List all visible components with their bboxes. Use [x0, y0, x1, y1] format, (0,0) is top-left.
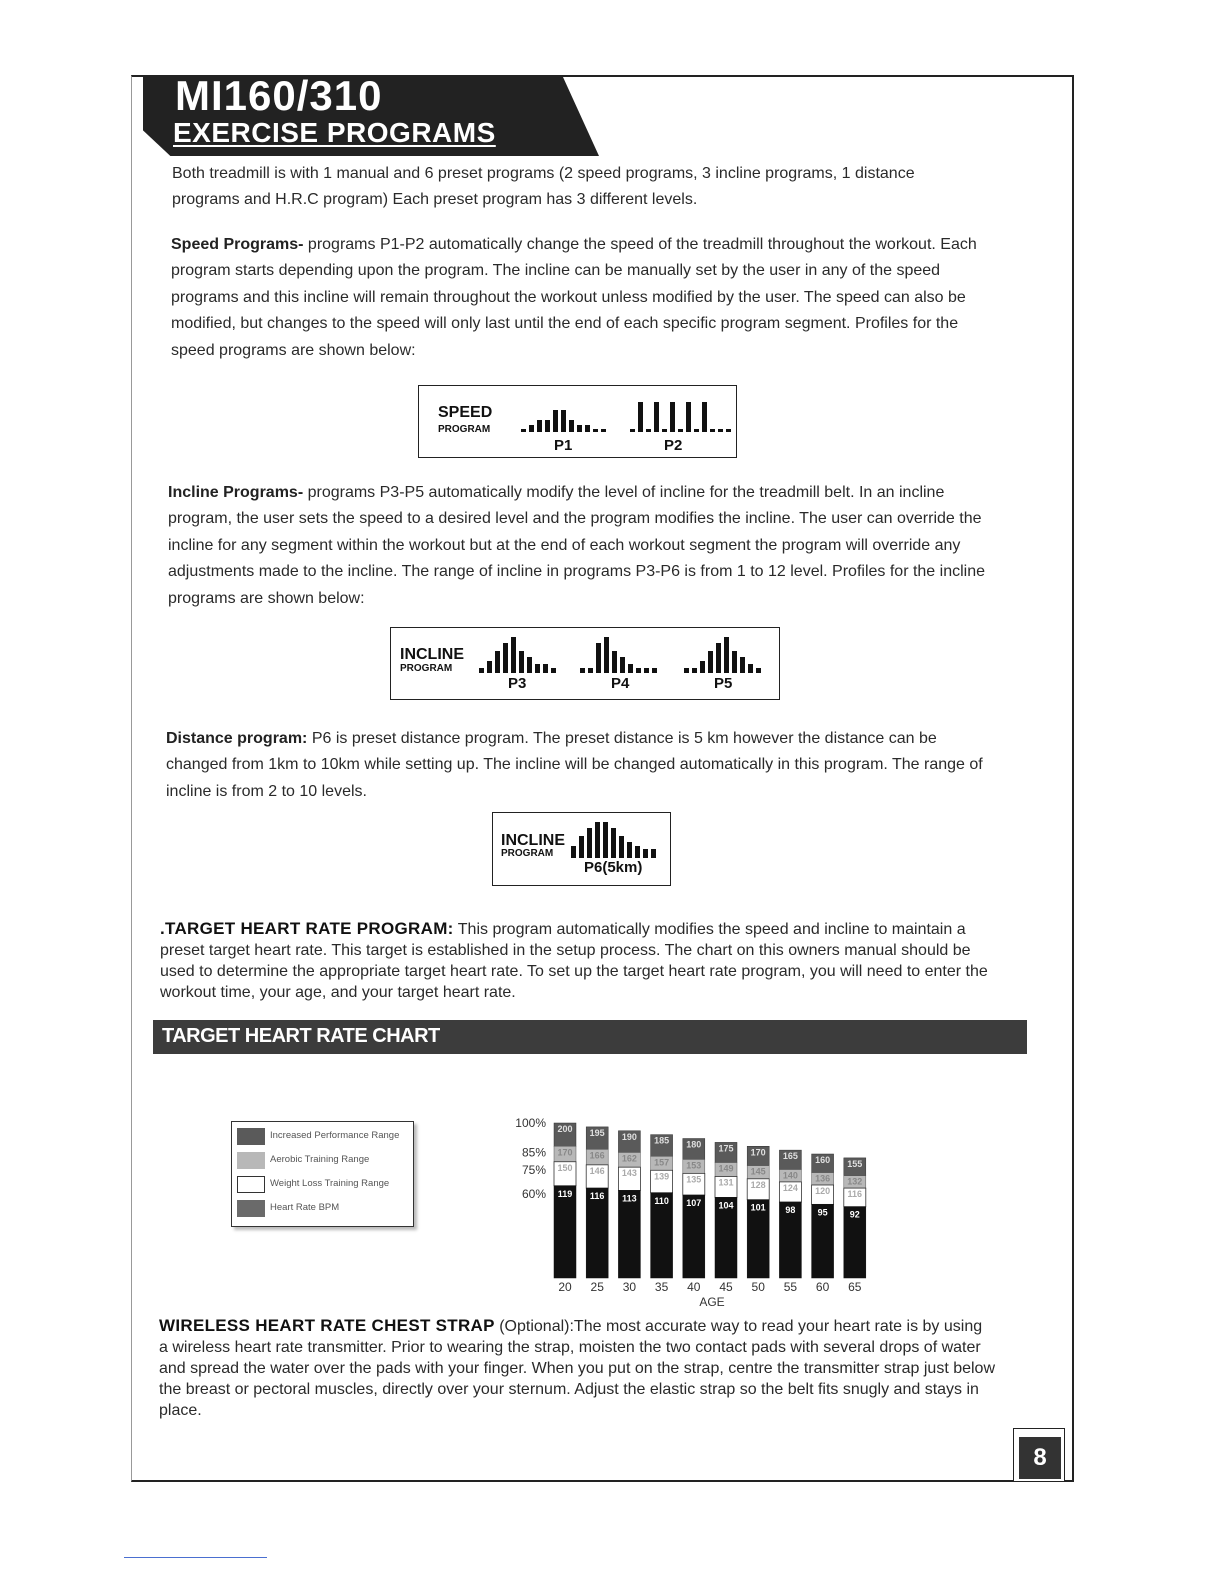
bar-label-85: 140 [782, 1170, 798, 1181]
legend-swatch [237, 1176, 265, 1193]
y-tick-label: 85% [521, 1145, 546, 1160]
p6-label: P6(5km) [584, 859, 643, 876]
legend-label: Weight Loss Training Range [270, 1178, 390, 1189]
incline-line: programs are shown below: [168, 589, 365, 607]
legend-swatch [237, 1152, 265, 1169]
bar-label-75: 150 [557, 1162, 573, 1173]
bar-label-max: 190 [621, 1131, 637, 1142]
p5-profile-icon [684, 637, 774, 673]
bar-label-75: 128 [750, 1179, 766, 1190]
x-tick-label: 40 [687, 1280, 701, 1294]
wireless-line: and spread the water over the pads with your finger. When you put on the strap, centre the transmitter strap just below [159, 1360, 996, 1377]
p6-profile-icon [571, 820, 661, 858]
x-tick-label: 60 [815, 1280, 830, 1294]
thr-line: This program automatically modifies the speed and incline to maintain a [453, 921, 966, 938]
x-tick-label: 35 [654, 1280, 669, 1294]
bar-label-60: 101 [750, 1202, 766, 1213]
target-hr-program-paragraph [160, 918, 988, 1003]
wireless-line: place. [159, 1402, 202, 1419]
speed-line: programs P1-P2 automatically change the speed of the treadmill throughout the workout. Each [303, 236, 977, 253]
bar-label-60: 116 [589, 1191, 605, 1202]
section-title: EXERCISE PROGRAMS [173, 117, 496, 148]
thr-line: preset target heart rate. This target is established in the setup process. The chart on this owners manual should be [160, 942, 971, 959]
wireless-line: a wireless heart rate transmitter. Prior to wearing the strap, moisten the two contact pads with several drops of water [159, 1339, 981, 1356]
bar-label-max: 180 [686, 1139, 702, 1150]
x-tick-label: 55 [783, 1280, 798, 1294]
bar-label-max: 185 [654, 1135, 670, 1146]
bar-label-75: 135 [686, 1174, 702, 1185]
bar-label-85: 157 [654, 1157, 670, 1168]
wireless-paragraph [159, 1315, 995, 1421]
incline-line: incline for any segment within the workout but at the end of each workout segment the program will override any [168, 536, 961, 554]
speed-line: speed programs are shown below: [171, 341, 416, 359]
distance-program-heading: Distance program: [166, 730, 308, 747]
bar-label-max: 155 [847, 1158, 863, 1169]
target-hr-program-heading: .TARGET HEART RATE PROGRAM: [160, 919, 454, 938]
distance-program-paragraph [166, 726, 983, 805]
chart-legend [231, 1121, 414, 1227]
p3-label: P3 [508, 675, 527, 692]
bar-label-60: 104 [718, 1200, 734, 1211]
bar-label-60: 92 [849, 1209, 860, 1220]
legend-label: Increased Performance Range [270, 1130, 400, 1141]
legend-label: Aerobic Training Range [270, 1154, 370, 1165]
bar-label-85: 166 [589, 1150, 605, 1161]
intro-line: programs and H.R.C program) Each preset program has 3 different levels. [172, 191, 698, 209]
bar-label-85: 145 [750, 1166, 766, 1177]
bar-label-60: 113 [622, 1193, 637, 1204]
bar-label-60: 119 [557, 1188, 573, 1199]
incline-line: programs P3-P5 automatically modify the level of incline for the treadmill belt. In an incline [303, 484, 945, 501]
bar-label-85: 149 [718, 1163, 734, 1174]
incline-programs-heading: Incline Programs- [168, 484, 304, 501]
bar-label-max: 165 [782, 1151, 798, 1162]
p4-profile-icon [580, 637, 670, 673]
bar-label-75: 124 [782, 1182, 798, 1193]
speed-box-sublabel: PROGRAM [438, 424, 491, 435]
intro-line: Both treadmill is with 1 manual and 6 preset programs (2 speed programs, 3 incline programs, 1 distance [172, 165, 915, 182]
y-tick-label: 100% [515, 1116, 546, 1130]
y-tick-label: 75% [521, 1162, 546, 1177]
distance-line: changed from 1km to 10km while setting up. The incline will be changed automatically in this program. The range of [166, 756, 983, 774]
p1-label: P1 [554, 437, 573, 454]
intro-paragraph [172, 161, 915, 214]
x-tick-label: 25 [590, 1280, 604, 1294]
speed-line: programs and this incline will remain throughout the workout unless modified by the user. The speed can also be [171, 288, 966, 306]
incline-line: adjustments made to the incline. The range of incline in programs P3-P6 is from 1 to 12 level. Profiles for the incline [168, 563, 986, 581]
bar-label-max: 160 [815, 1155, 831, 1165]
incline-box-label: INCLINE [400, 646, 464, 663]
speed-line: modified, but changes to the speed will only last until the end of each specific program segment. Profiles for the [171, 315, 959, 333]
footer-line [124, 1557, 267, 1558]
x-tick-label: 45 [719, 1280, 733, 1294]
wireless-heading: WIRELESS HEART RATE CHEST STRAP [159, 1316, 495, 1335]
wireless-line: the breast or pectoral muscles, directly over your sternum. Adjust the elastic strap so the belt fits snugly and stays in [159, 1381, 979, 1398]
distance-line: incline is from 2 to 10 levels. [166, 782, 367, 800]
page-number: 8 [1019, 1437, 1061, 1479]
incline-programs-paragraph [168, 480, 985, 612]
bar-label-75: 120 [815, 1186, 831, 1196]
bar-label-max: 175 [718, 1143, 734, 1154]
p5-label: P5 [714, 675, 733, 692]
model-title: MI160/310 [175, 72, 383, 119]
bar-segment-base [554, 1186, 576, 1278]
distance-box-sublabel: PROGRAM [501, 848, 554, 859]
bar-label-75: 131 [718, 1177, 734, 1188]
bar-label-60: 98 [785, 1205, 796, 1216]
x-tick-label: 65 [848, 1280, 862, 1294]
p2-profile-icon [630, 398, 740, 432]
p3-profile-icon [479, 637, 569, 673]
bar-label-85: 162 [621, 1153, 637, 1164]
legend-swatch [237, 1200, 265, 1217]
bar-label-85: 136 [815, 1173, 831, 1184]
heart-rate-chart [500, 1062, 900, 1314]
chart-section-title: TARGET HEART RATE CHART [162, 1025, 440, 1047]
bar-label-60: 107 [686, 1198, 702, 1209]
bar-label-85: 153 [686, 1160, 702, 1171]
bar-label-75: 143 [621, 1168, 637, 1179]
incline-line: program, the user sets the speed to a desired level and the program modifies the incline. The user can override the [168, 510, 982, 528]
bar-segment-base [618, 1190, 640, 1278]
bar-segment-base [586, 1188, 608, 1278]
bar-label-75: 116 [847, 1189, 863, 1200]
speed-line: program starts depending upon the program. The incline can be manually set by the user in any of the speed [171, 262, 941, 280]
thr-line: used to determine the appropriate target heart rate. To set up the target heart rate program, you will need to enter the [160, 963, 988, 980]
distance-box-label: INCLINE [501, 832, 565, 849]
bar-label-max: 170 [750, 1147, 766, 1158]
bar-label-60: 110 [654, 1195, 669, 1206]
y-tick-label: 60% [521, 1186, 546, 1201]
thr-line: workout time, your age, and your target heart rate. [160, 984, 516, 1001]
legend-swatch [237, 1128, 265, 1145]
p1-profile-icon [521, 398, 611, 432]
bar-label-85: 170 [557, 1147, 573, 1158]
distance-line: P6 is preset distance program. The preset distance is 5 km however the distance can be [307, 730, 937, 747]
bar-label-75: 139 [654, 1171, 670, 1182]
speed-box-label: SPEED [438, 404, 493, 421]
wireless-line: The most accurate way to read your heart rate is by using [573, 1318, 983, 1335]
p4-label: P4 [611, 675, 630, 692]
x-tick-label: 50 [751, 1280, 765, 1294]
bar-label-60: 95 [817, 1207, 828, 1218]
p2-label: P2 [664, 437, 683, 454]
bar-label-75: 146 [589, 1165, 605, 1176]
x-axis-label: AGE [699, 1295, 725, 1309]
x-tick-label: 20 [558, 1280, 572, 1294]
bar-label-max: 195 [589, 1127, 605, 1138]
speed-programs-heading: Speed Programs- [171, 236, 304, 253]
speed-programs-paragraph [171, 232, 977, 364]
wireless-optional: (Optional): [494, 1318, 574, 1335]
legend-label: Heart Rate BPM [270, 1202, 340, 1213]
incline-box-sublabel: PROGRAM [400, 663, 453, 674]
bar-label-85: 132 [847, 1176, 863, 1187]
x-tick-label: 30 [622, 1280, 637, 1294]
bar-label-max: 200 [557, 1124, 573, 1134]
